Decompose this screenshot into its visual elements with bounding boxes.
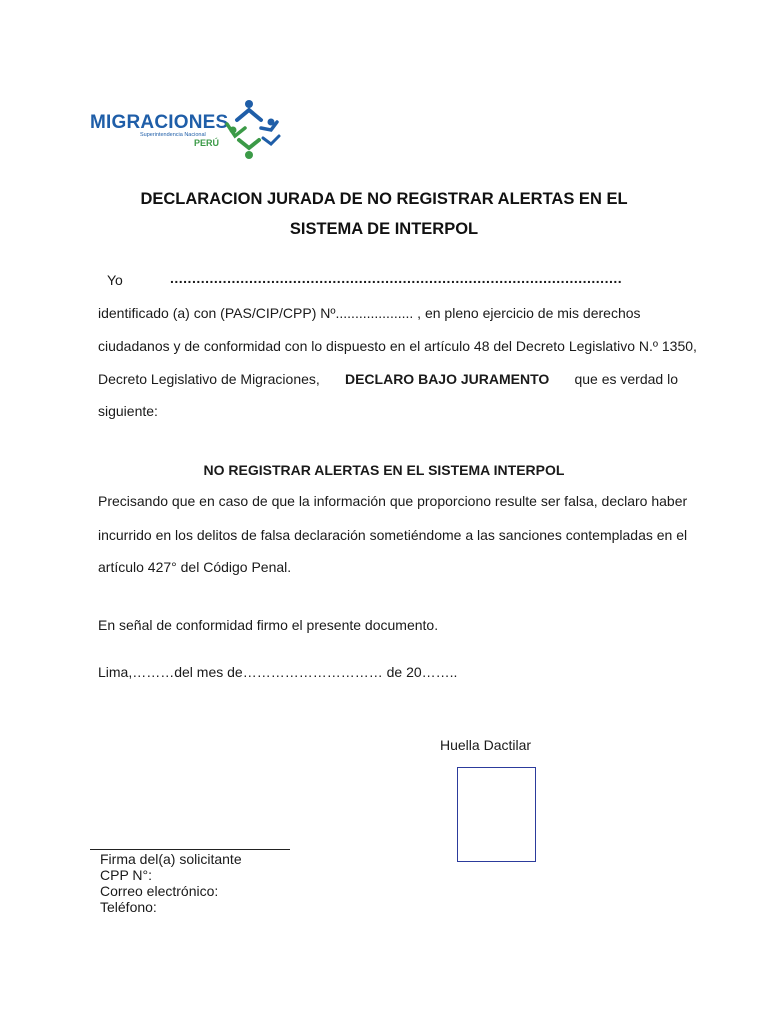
phone-label: Teléfono: xyxy=(100,899,157,915)
yo-label: Yo xyxy=(107,272,123,288)
statement-line-2-text: incurrido en los delitos de falsa declaración sometiéndome a las sanciones contempladas en el xyxy=(98,527,688,543)
body-line-3-end: que es verdad lo xyxy=(574,371,678,387)
logo-country: PERÚ xyxy=(194,138,220,148)
signature-label: Firma del(a) solicitante xyxy=(100,851,242,867)
statement-line-2 xyxy=(98,527,688,543)
name-blank: ....................................................................................................... xyxy=(170,270,623,286)
date-line: Lima,………del mes de………………………… de 20…….. xyxy=(98,664,458,680)
statement-line-1 xyxy=(98,493,688,509)
logo-name: MIGRACIONES xyxy=(90,112,229,133)
statement-line-1-text: Precisando que en caso de que la información que proporciono resulte ser falsa, declaro haber xyxy=(98,493,688,509)
body-line-4: siguiente: xyxy=(98,403,158,419)
fingerprint-box xyxy=(457,767,536,862)
fingerprint-label: Huella Dactilar xyxy=(440,737,532,753)
logo-subtitle: Superintendencia Nacional xyxy=(140,132,206,138)
document-title-line2: SISTEMA DE INTERPOL xyxy=(289,220,479,238)
body-line-3 xyxy=(98,371,678,387)
body-line-1: identificado (a) con (PAS/CIP/CPP) Nº.................... , en pleno ejercicio de mis derechos xyxy=(98,305,641,321)
migraciones-emblem-icon xyxy=(225,98,283,160)
email-label: Correo electrónico: xyxy=(100,883,219,899)
body-line-2: ciudadanos y de conformidad con lo dispuesto en el artículo 48 del Decreto Legislativo N.º 1350, xyxy=(98,338,697,354)
cpp-number-label: CPP N°: xyxy=(100,867,153,883)
statement-line-3: artículo 427° del Código Penal. xyxy=(98,559,292,575)
signature-line xyxy=(90,849,290,850)
declaro-bajo-juramento: DECLARO BAJO JURAMENTO xyxy=(344,371,550,387)
body-line-3-start: Decreto Legislativo de Migraciones, xyxy=(98,371,320,387)
migraciones-logo xyxy=(90,96,290,162)
conformity-text: En señal de conformidad firmo el presente documento. xyxy=(98,617,439,633)
document-title-line1: DECLARACION JURADA DE NO REGISTRAR ALERTAS EN EL xyxy=(140,190,628,208)
section-subtitle: NO REGISTRAR ALERTAS EN EL SISTEMA INTERPOL xyxy=(203,462,565,478)
